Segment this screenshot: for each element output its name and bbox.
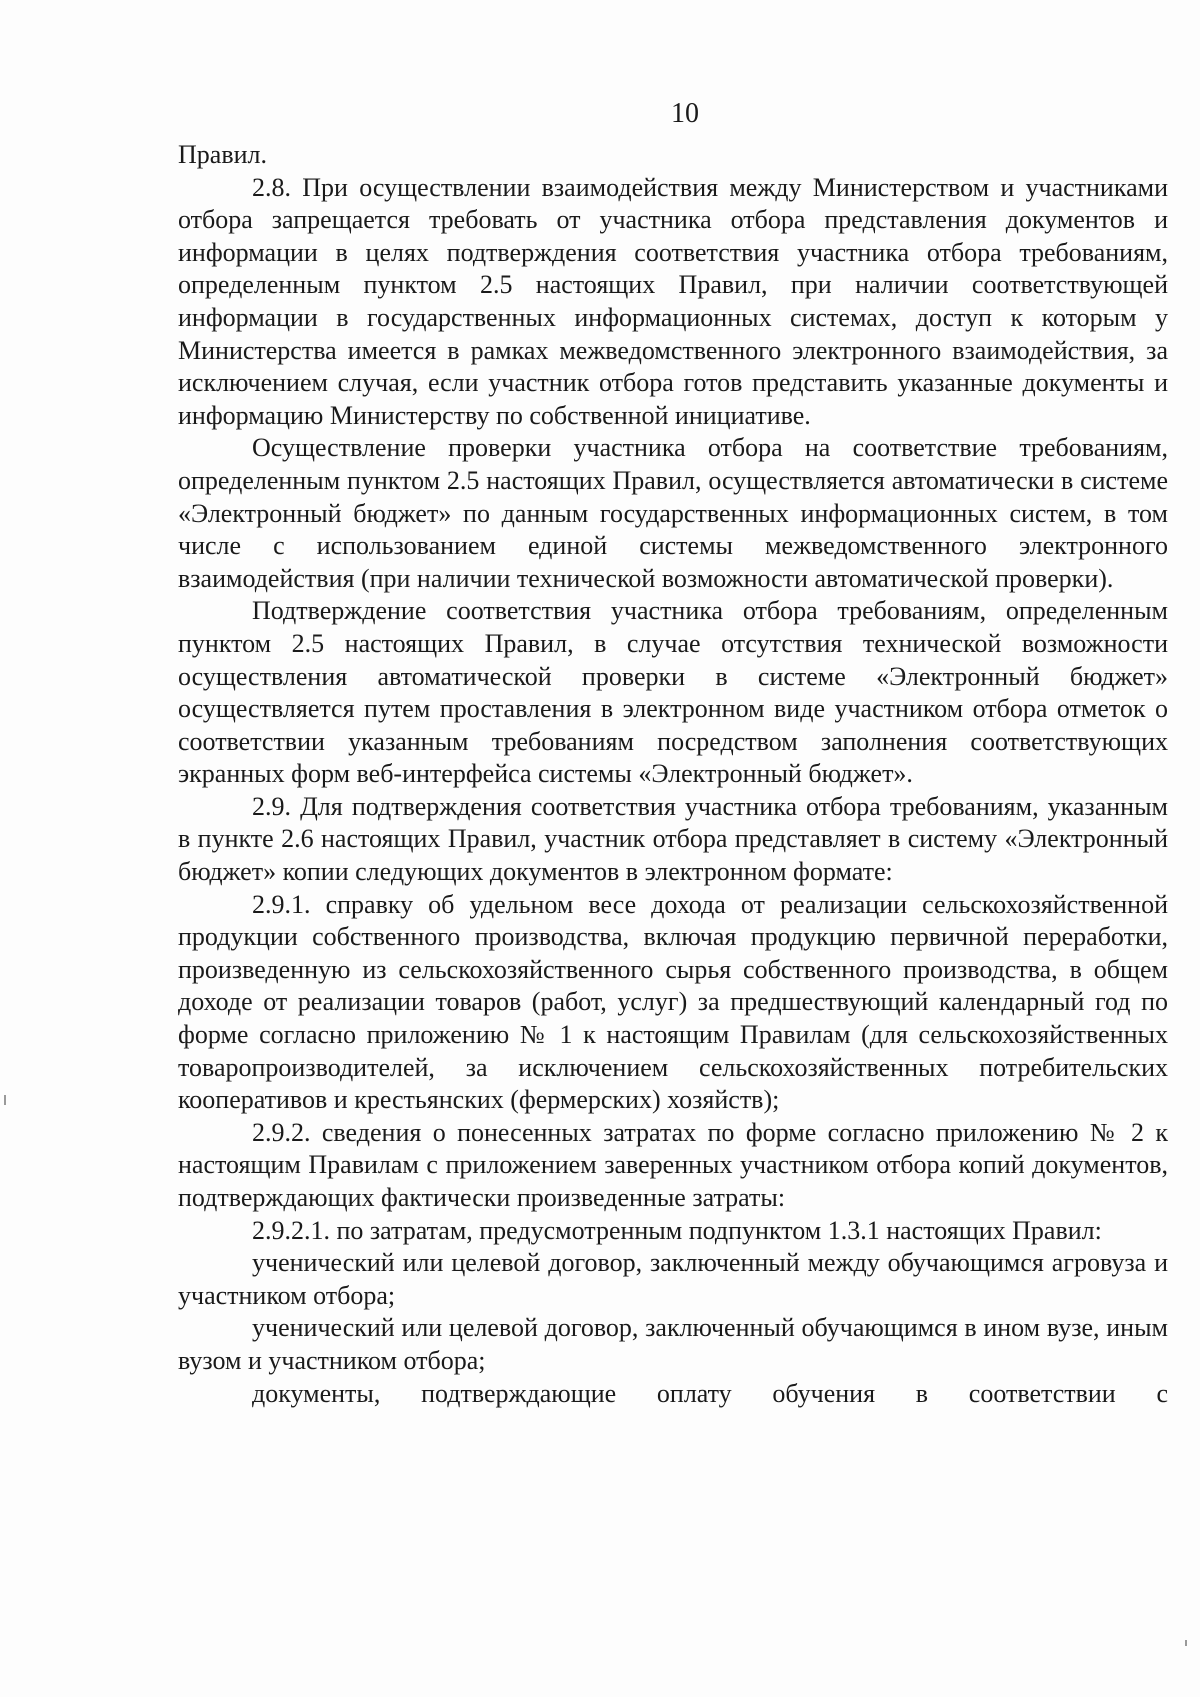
list-item-payment-documents: документы, подтверждающие оплату обучения в соответствии с [252, 1378, 1168, 1408]
list-item-other-vuz-contract: ученический или целевой договор, заключенный обучающимся в ином вузе, иным вузом и участником отбора; [178, 1313, 1168, 1375]
paragraph-automatic-check: Осуществление проверки участника отбора на соответствие требованиям, определенным пунктом 2.5 настоящих Правил, осуществляется автоматически в системе «Электронный бюджет» по данным государственных информационных систем, в том числе с использованием единой системы межведомственного электронного взаимодействия (при наличии технической возможности автоматической проверки). [178, 433, 1168, 593]
page-number: 10 [671, 98, 699, 129]
paragraph-2-9-2-1: 2.9.2.1. по затратам, предусмотренным подпунктом 1.3.1 настоящих Правил: [252, 1215, 1102, 1245]
scan-artifact [1185, 1640, 1187, 1646]
paragraph-2-9-2: 2.9.2. сведения о понесенных затратах по форме согласно приложению № 2 к настоящим Правилам с приложением заверенных участником отбора копий документов, подтверждающих фактически произведенные затраты: [178, 1117, 1168, 1212]
paragraph-2-8: 2.8. При осуществлении взаимодействия между Министерством и участниками отбора запрещается требовать от участника отбора представления документов и информации в целях подтверждения соответствия участника отбора требованиям, определенным пунктом 2.5 настоящих Правил, при наличии соответствующей информации в государственных информационных системах, доступ к которым у Министерства имеется в рамках межведомственного электронного взаимодействия, за исключением случая, если участник отбора готов представить указанные документы и информацию Министерству по собственной инициативе. [178, 172, 1168, 430]
list-item-agrovuz-contract: ученический или целевой договор, заключенный между обучающимся агровуза и участником отбора; [178, 1248, 1168, 1310]
paragraph-confirmation: Подтверждение соответствия участника отбора требованиям, определенным пунктом 2.5 настоящих Правил, в случае отсутствия технической возможности осуществления автоматической проверки в системе «Электронный бюджет» осуществляется путем проставления в электронном виде участником отбора отметок о соответствии указанным требованиям посредством заполнения соответствующих экранных форм веб-интерфейса системы «Электронный бюджет». [178, 596, 1168, 789]
scan-artifact [4, 1095, 6, 1105]
paragraph-continuation: Правил. [178, 140, 267, 169]
paragraph-2-9: 2.9. Для подтверждения соответствия участника отбора требованиям, указанным в пункте 2.6 настоящих Правил, участник отбора представляет в систему «Электронный бюджет» копии следующих документов в электронном формате: [178, 791, 1168, 887]
paragraph-2-9-1: 2.9.1. справку об удельном весе дохода от реализации сельскохозяйственной продукции собственного производства, включая продукцию первичной переработки, произведенную из сельскохозяйственного сырья собственного производства, в общем доходе от реализации товаров (работ, услуг) за предшествующий календарный год по форме согласно приложению № 1 к настоящим Правилам (для сельскохозяйственных товаропроизводителей, за исключением сельскохозяйственных потребительских кооперативов и крестьянских (фермерских) хозяйств); [178, 889, 1168, 1115]
document-body [178, 139, 1168, 1410]
